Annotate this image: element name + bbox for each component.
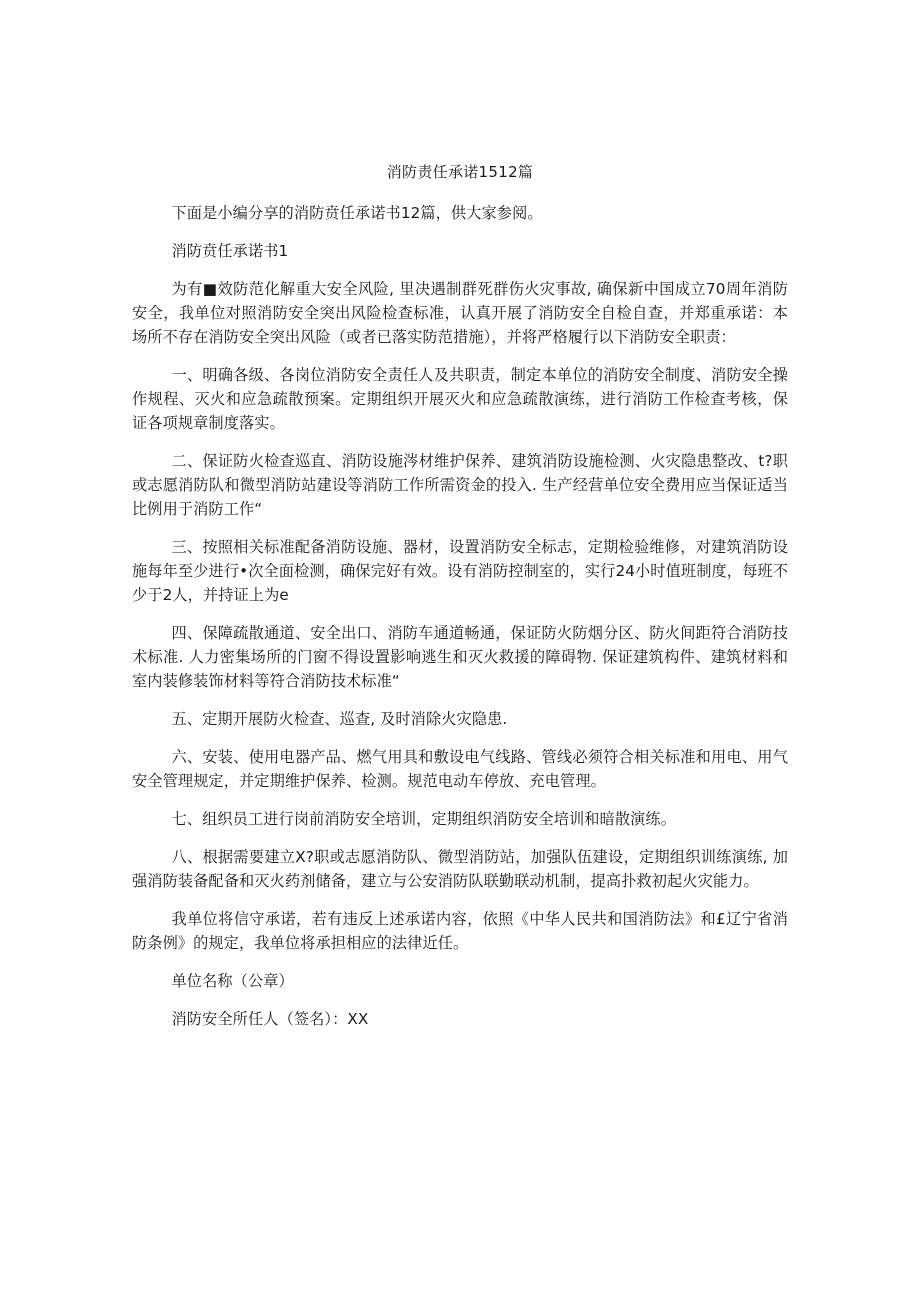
- paragraph-preamble: 为有■效防范化解重大安全风险, 里决遇制群死群伤火灾事故, 确保新中国成立70周年消防安全，我单位对照消防安全突出风险检查标准，认真开展了消防安全自检自查，并郑重承诺：本场所不存在消防安全突出风险（或者已落实防范措施），并将严格履行以下消防安全职责：: [132, 280, 788, 346]
- paragraph-item-4: 四、保障疏散通道、安全出口、消防车通道畅通，保证防火防烟分区、防火间距符合消防技术标准. 人力密集场所的门窗不得设置影响逃生和灭火救援的障碍物. 保证建筑构件、建筑材料和室内装修装饰材料等符合消防技术标准“: [132, 624, 788, 690]
- section-subtitle: 消防贲任承诺书1: [171, 242, 289, 260]
- paragraph-item-3: 三、按照相关标准配备消防设施、器材，设置消防安全标志，定期检验维修，对建筑消防设施每年至少进行•次全面检测，确保完好有效。设有消防控制室的，实行24小时值班制度，每班不少于2人，并持证上为e: [132, 538, 788, 604]
- paragraph-item-6: 六、安装、使用电器产品、燃气用具和敷设电气线路、管线必须符合相关标准和用电、用气安全管理规定，并定期维护保养、检测。规范电动车停放、充电管理。: [132, 748, 788, 790]
- unit-name-line: 单位名称（公章）: [171, 972, 294, 990]
- paragraph-item-7: 七、组织员工进行岗前消防安全培训，定期组织消防安全培训和暗散演练。: [171, 810, 677, 828]
- paragraph-item-8: 八、根据需要建立X?职或志愿消防队、微型消防站，加强队伍建设，定期组织训练演练, 加强消防装备配备和灭火药剂储备，建立与公安消防队联勤联动机制，提高扑救初起火灾能力。: [132, 848, 788, 890]
- document-title: 消防责任承诺1512篇: [386, 163, 534, 181]
- paragraph-item-5: 五、定期开展防火检查、巡查, 及时消除火灾隐患.: [171, 710, 508, 728]
- intro-paragraph: 下面是小编分享的消防贲任承诺书12篇，供大家参阅。: [171, 204, 543, 222]
- paragraph-pledge: 我单位将信守承诺，若有违反上述承诺内容，依照《中华人民共和国消防法》和£辽宁省消防条例》的规定，我单位将承担相应的法律近任。: [132, 910, 788, 952]
- paragraph-item-2: 二、保证防火检查巡直、消防设施涔材维护保养、建筑消防设施检测、火灾隐患整改、t?职或志愿消防队和微型消防站建设等消防工作所需资金的投入. 生产经营单位安全费用应当保证适当比例用于消防工作“: [132, 452, 788, 518]
- responsible-person-line: 消防安全所任人（签名）：XX: [171, 1010, 369, 1028]
- document-body: [132, 201, 788, 1031]
- paragraph-item-1: 一、明确各级、各岗位消防安全责任人及共职责，制定本单位的消防安全制度、消防安全操作规程、灭火和应急疏散预案。定期组织开展灭火和应急疏散演练，进行消防工作检查考核，保证各项规章制度落实。: [132, 366, 788, 432]
